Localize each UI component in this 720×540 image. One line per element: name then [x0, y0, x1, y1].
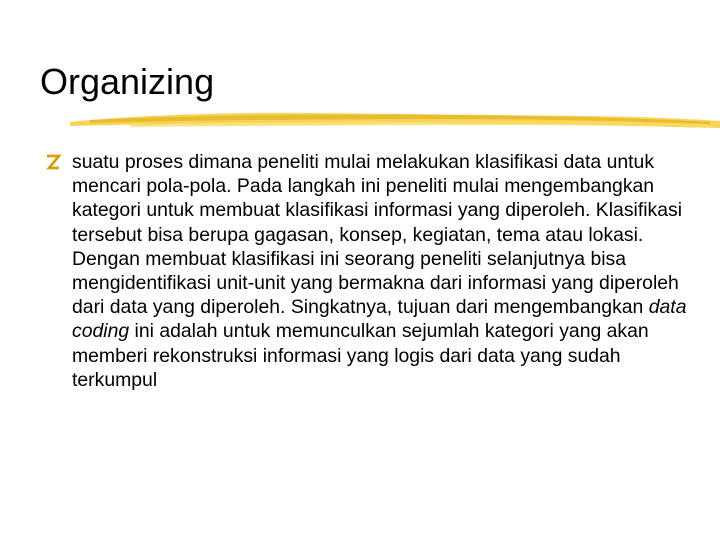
- title-underline-brushstroke: [70, 106, 720, 132]
- bullet-text-part-1: suatu proses dimana peneliti mulai melakukan klasifikasi data untuk mencari pola-pola. Pada langkah ini peneliti mulai mengembangkan kategori untuk membuat klasifikasi informasi yang diperoleh. Klasifikasi tersebut bisa berupa gagasan, konsep, kegiatan, tema atau lokasi. Dengan membuat klasifikasi ini seorang peneliti selanjutnya bisa mengidentifikasi unit-unit yang bermakna dari informasi yang diperoleh dari data yang diperoleh. Singkatnya, tujuan dari mengembangkan: [72, 151, 683, 319]
- z-bullet-icon: [44, 153, 62, 171]
- bullet-item: [44, 150, 694, 392]
- slide-title: Organizing: [40, 61, 215, 102]
- bullet-text-italic: data coding: [72, 296, 687, 343]
- bullet-text: [72, 150, 694, 392]
- bullet-text-part-2: ini adalah untuk memunculkan sejumlah kategori yang akan memberi rekonstruksi informasi yang logis dari data yang sudah terkumpul: [72, 320, 649, 391]
